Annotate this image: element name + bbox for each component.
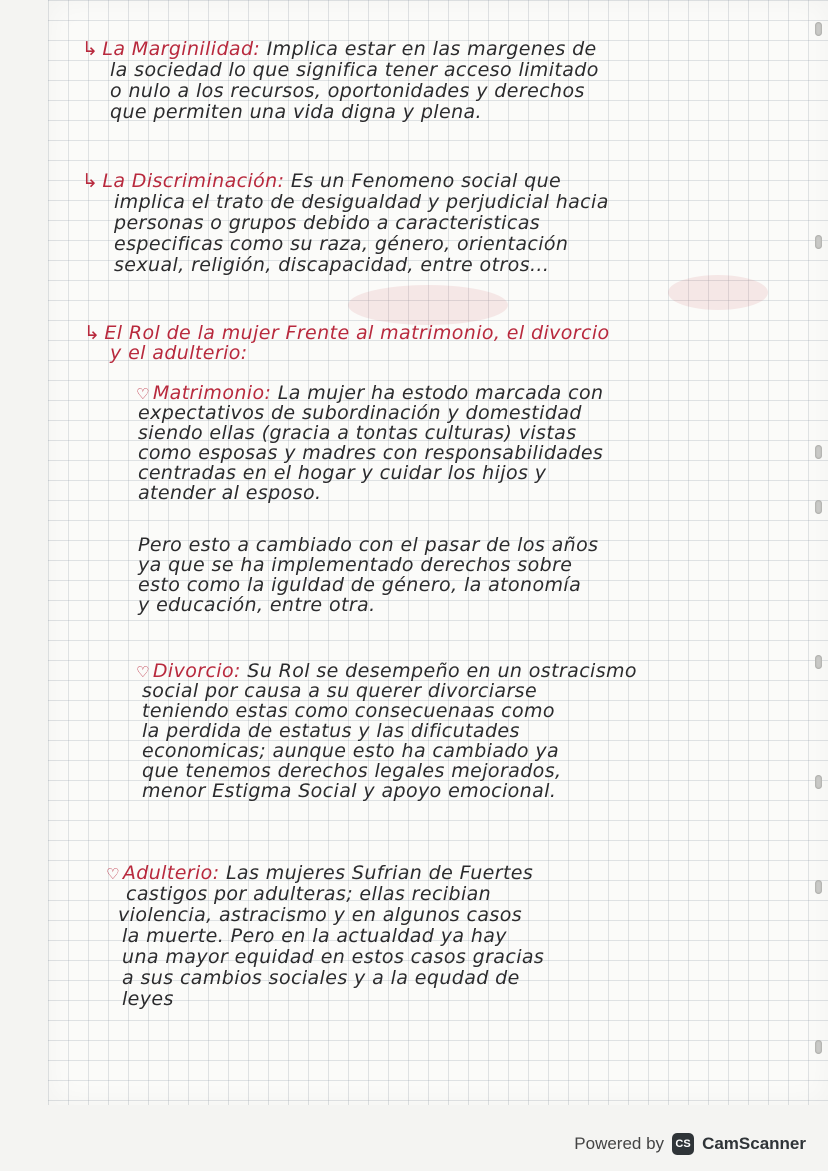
note-line <box>138 574 581 596</box>
note-text: la muerte. Pero en la actualdad ya hay <box>122 925 507 947</box>
notebook-page <box>48 0 828 1105</box>
camscanner-logo-icon: CS <box>672 1133 694 1155</box>
note-line <box>142 780 556 802</box>
note-text: menor Estigma Social y apoyo emocional. <box>142 780 557 802</box>
section-heading: y el adulterio: <box>110 342 248 364</box>
note-text: especificas como su raza, género, orientación <box>114 233 569 255</box>
camscanner-brand: CamScanner <box>702 1134 806 1153</box>
note-text: ya que se ha implementado derechos sobre <box>138 554 573 576</box>
note-line <box>142 760 561 782</box>
note-line <box>106 862 533 884</box>
note-text: la perdida de estatus y las dificutades <box>142 720 520 742</box>
note-text: que permiten una vida digna y plena. <box>110 101 482 123</box>
note-line <box>110 342 248 364</box>
note-text: esto como la iguldad de género, la atonomía <box>138 574 582 596</box>
note-text: una mayor equidad en estos casos gracias <box>122 946 545 968</box>
arrow-hook-icon: ↳ <box>82 170 99 192</box>
heart-bullet-icon: ♡ <box>136 663 150 681</box>
note-text: La mujer ha estodo marcada con <box>271 382 604 404</box>
note-text: Es un Fenomeno social que <box>284 170 562 192</box>
note-text: social por causa a su querer divorciarse <box>142 680 538 702</box>
note-line <box>138 594 376 616</box>
note-line <box>142 700 555 722</box>
note-text: Implica estar en las margenes de <box>260 38 597 60</box>
section-heading: El Rol de la mujer Frente al matrimonio, el divorcio <box>104 322 610 344</box>
note-text: economicas; aunque esto ha cambiado ya <box>142 740 560 762</box>
note-text: personas o grupos debido a caracteristicas <box>114 212 541 234</box>
heart-bullet-icon: ♡ <box>106 865 120 883</box>
note-line <box>142 680 537 702</box>
note-text: a sus cambios sociales y a la equdad de <box>122 967 520 989</box>
note-text: siendo ellas (gracia a tontas culturas) vistas <box>138 422 577 444</box>
note-line <box>114 191 609 213</box>
note-line <box>126 883 491 905</box>
note-line <box>138 402 582 424</box>
note-text: implica el trato de desigualdad y perjudicial hacia <box>114 191 609 213</box>
note-line <box>142 740 559 762</box>
note-line <box>122 925 507 947</box>
section-heading: Divorcio: <box>152 660 241 682</box>
note-line <box>138 422 577 444</box>
note-text: como esposas y madres con responsabilidades <box>138 442 604 464</box>
note-text: Pero esto a cambiado con el pasar de los años <box>138 534 599 556</box>
note-line <box>114 212 540 234</box>
note-line <box>114 254 549 276</box>
scanner-watermark <box>574 1133 806 1155</box>
note-text: Las mujeres Sufrian de Fuertes <box>219 862 534 884</box>
note-text: y educación, entre otra. <box>138 594 376 616</box>
note-line <box>122 946 544 968</box>
arrow-hook-icon: ↳ <box>84 322 101 344</box>
note-line <box>122 967 520 989</box>
arrow-hook-icon: ↳ <box>82 38 99 60</box>
note-line <box>138 554 572 576</box>
section-heading: Matrimonio: <box>152 382 272 404</box>
note-text: que tenemos derechos legales mejorados, <box>142 760 562 782</box>
note-line <box>138 462 546 484</box>
note-line <box>136 660 637 682</box>
section-heading: La Discriminación: <box>102 170 285 192</box>
note-line <box>84 322 610 344</box>
note-text: expectativos de subordinación y domestidad <box>138 402 582 424</box>
heart-bullet-icon: ♡ <box>136 385 150 403</box>
note-line <box>114 233 568 255</box>
note-line <box>122 988 174 1010</box>
note-text: atender al esposo. <box>138 482 322 504</box>
note-text: castigos por adulteras; ellas recibian <box>126 883 492 905</box>
page-holes <box>806 0 822 1105</box>
section-heading: Adulterio: <box>122 862 220 884</box>
note-line <box>138 442 603 464</box>
note-line <box>110 59 599 81</box>
note-line <box>82 38 597 60</box>
note-line <box>138 482 321 504</box>
powered-by-label: Powered by <box>574 1134 665 1153</box>
note-line <box>138 534 598 556</box>
note-text: o nulo a los recursos, oportonidades y derechos <box>110 80 585 102</box>
note-line <box>136 382 603 404</box>
note-text: sexual, religión, discapacidad, entre otros... <box>114 254 550 276</box>
note-line <box>110 80 585 102</box>
note-text: violencia, astracismo y en algunos casos <box>118 904 523 926</box>
note-text: centradas en el hogar y cuidar los hijos y <box>138 462 547 484</box>
note-text: la sociedad lo que significa tener acceso limitado <box>110 59 599 81</box>
note-text: teniendo estas como consecuenaas como <box>142 700 555 722</box>
note-text: leyes <box>122 988 174 1010</box>
note-line <box>82 170 561 192</box>
note-line <box>110 101 482 123</box>
note-text: Su Rol se desempeño en un ostracismo <box>240 660 637 682</box>
note-line <box>142 720 520 742</box>
note-line <box>118 904 522 926</box>
section-heading: La Marginilidad: <box>102 38 261 60</box>
